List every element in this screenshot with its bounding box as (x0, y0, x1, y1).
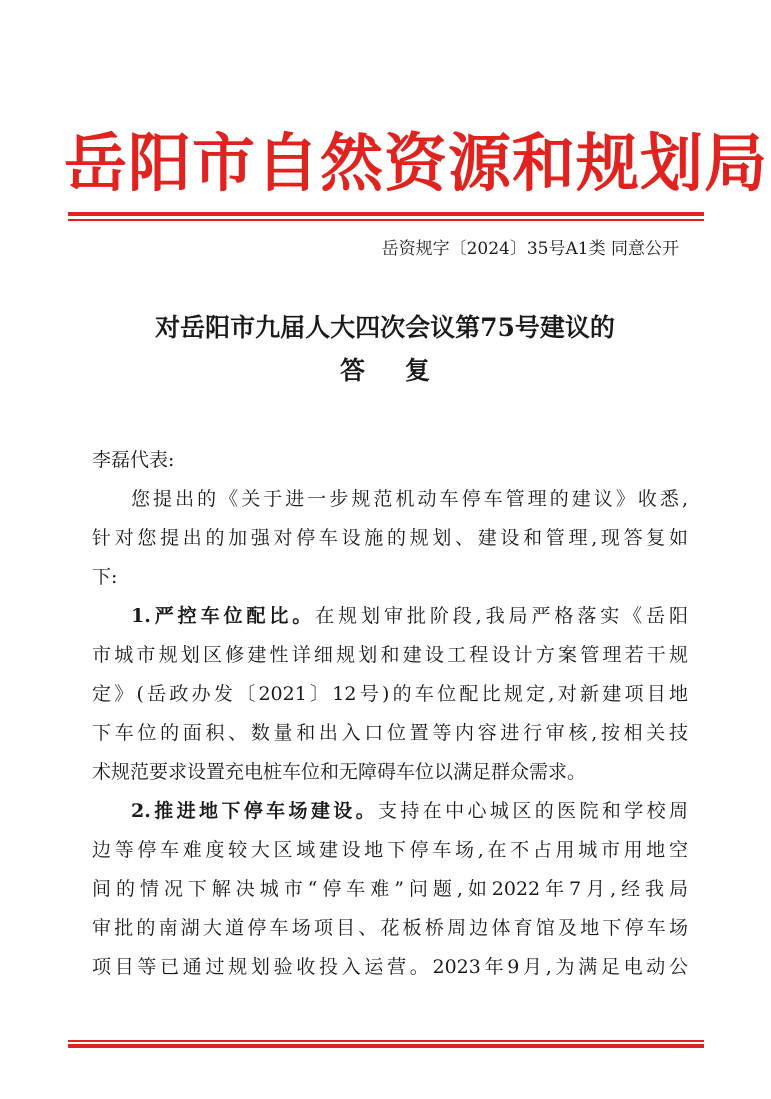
intro-line: 下: (92, 566, 118, 588)
intro-line: 您提出的《关于进一步规范机动车停车管理的建议》收悉, (131, 488, 688, 510)
section-2-line: 审批的南湖大道停车场项目、花板桥周边体育馆及地下停车场 (92, 917, 688, 939)
section-2-line: 间的情况下解决城市“停车难”问题,如2022年7月,经我局 (92, 878, 688, 900)
section-2-line: 边等停车难度较大区域建设地下停车场,在不占用城市用地空 (92, 839, 688, 861)
section-2-heading: 2.推进地下停车场建设。 (131, 800, 379, 822)
salutation: 李磊代表: (92, 449, 175, 471)
section-1-line: 市城市规划区修建性详细规划和建设工程设计方案管理若干规 (92, 644, 688, 666)
section-2-line: 项目等已通过规划验收投入运营。2023年9月,为满足电动公 (92, 956, 688, 978)
document-title-line-1: 对岳阳市九届人大四次会议第75号建议的 (155, 313, 615, 342)
agency-letterhead-title: 岳阳市自然资源和规划局 (64, 126, 768, 200)
document-number: 岳资规字〔2024〕35号A1类 同意公开 (381, 239, 679, 259)
section-2-first-line (131, 796, 688, 826)
section-1-text: 在规划审批阶段,我局严格落实《岳阳 (315, 605, 688, 627)
section-1-first-line (131, 601, 688, 631)
footer-red-rule-thin (68, 1040, 704, 1042)
letterhead-red-rule-thick (68, 212, 704, 216)
letterhead-red-rule-thin (68, 219, 704, 221)
section-1-heading: 1.严控车位配比。 (131, 605, 316, 627)
section-2-text: 支持在中心城区的医院和学校周 (378, 800, 688, 822)
section-1-line: 术规范要求设置充电桩车位和无障碍车位以满足群众需求。 (92, 761, 587, 783)
section-1-line: 下车位的面积、数量和出入口位置等内容进行审核,按相关技 (92, 722, 688, 744)
intro-line: 针对您提出的加强对停车设施的规划、建设和管理,现答复如 (92, 527, 688, 549)
section-1-line: 定》(岳政办发〔2021〕12号)的车位配比规定,对新建项目地 (92, 683, 688, 705)
footer-red-rule-thick (68, 1044, 704, 1048)
document-title-line-2: 答复 (339, 356, 470, 385)
